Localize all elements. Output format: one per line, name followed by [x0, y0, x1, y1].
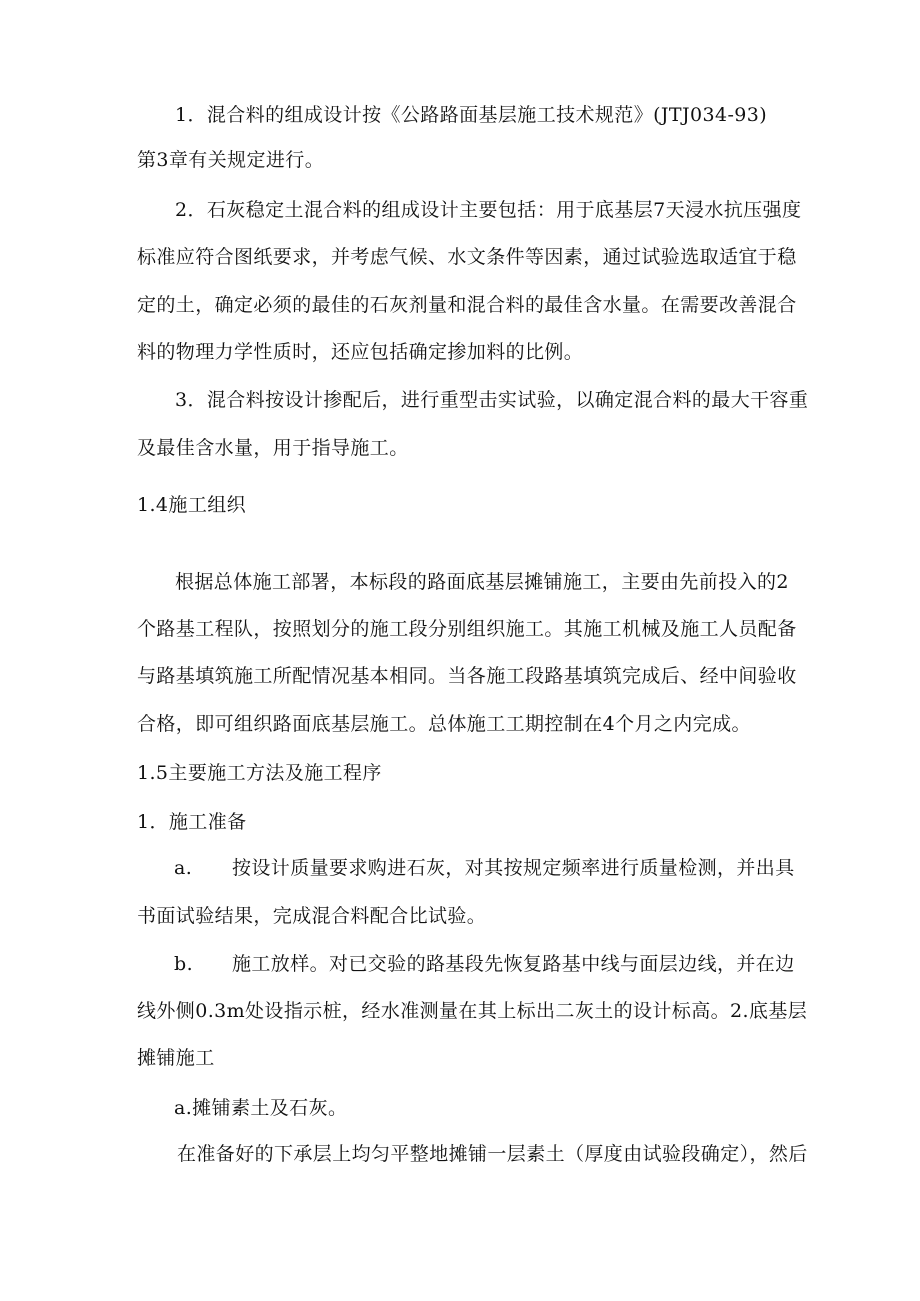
subitem-a-spreading: a.摊铺素土及石灰。 [174, 1097, 348, 1119]
paragraph-4-line-2: 个路基工程队，按照划分的施工段分别组织施工。其施工机械及施工人员配备 [137, 618, 797, 640]
paragraph-5-line-1: 在准备好的下承层上均匀平整地摊铺一层素土（厚度由试验段确定），然后 [177, 1143, 808, 1165]
paragraph-3-line-1: 3．混合料按设计掺配后，进行重型击实试验，以确定混合料的最大干容重 [175, 389, 809, 411]
section-heading-1-4: 1.4施工组织 [137, 494, 247, 516]
item-b-line-2: 线外侧0.3m处设指示桩，经水准测量在其上标出二灰土的设计标高。2.底基层 [137, 1000, 808, 1022]
item-a-line-1 [174, 857, 795, 879]
item-a-text: 按设计质量要求购进石灰，对其按规定频率进行质量检测，并出具 [232, 857, 795, 879]
paragraph-4-line-1: 根据总体施工部署，本标段的路面底基层摊铺施工，主要由先前投入的2 [175, 571, 789, 593]
paragraph-3-line-2: 及最佳含水量，用于指导施工。 [137, 437, 409, 459]
paragraph-2-line-1: 2．石灰稳定土混合料的组成设计主要包括：用于底基层7天浸水抗压强度 [175, 199, 802, 221]
paragraph-2-line-2: 标准应符合图纸要求，并考虑气候、水文条件等因素，通过试验选取适宜于稳 [137, 246, 797, 268]
item-b-label: b. [174, 953, 194, 975]
paragraph-4-line-3: 与路基填筑施工所配情况基本相同。当各施工段路基填筑完成后、经中间验收 [137, 665, 797, 687]
paragraph-4-line-4: 合格，即可组织路面底基层施工。总体施工工期控制在4个月之内完成。 [137, 713, 751, 735]
paragraph-1-line-1: 1．混合料的组成设计按《公路路面基层施工技术规范》(JTJ034-93) [175, 104, 768, 126]
item-a-label: a. [174, 857, 193, 879]
paragraph-1-line-2: 第3章有关规定进行。 [137, 149, 325, 171]
subheading-construction-prep: 1．施工准备 [137, 811, 247, 833]
item-b-line-1 [174, 953, 795, 975]
item-a-line-2: 书面试验结果，完成混合料配合比试验。 [137, 905, 487, 927]
item-b-line-3: 摊铺施工 [137, 1047, 215, 1069]
item-b-text: 施工放样。对已交验的路基段先恢复路基中线与面层边线，并在边 [232, 953, 795, 975]
paragraph-2-line-4: 料的物理力学性质时，还应包括确定掺加料的比例。 [137, 341, 584, 363]
section-heading-1-5: 1.5主要施工方法及施工程序 [137, 762, 382, 784]
paragraph-2-line-3: 定的土，确定必须的最佳的石灰剂量和混合料的最佳含水量。在需要改善混合 [137, 294, 797, 316]
